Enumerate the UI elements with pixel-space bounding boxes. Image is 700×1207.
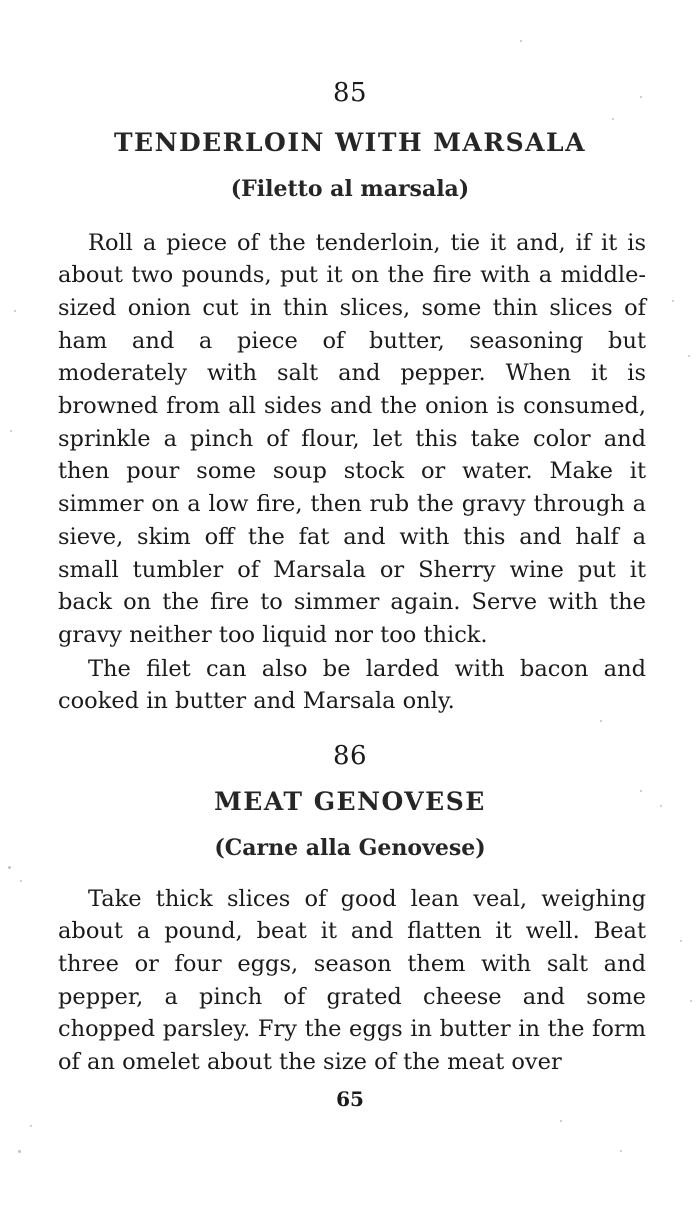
speck <box>640 96 642 98</box>
speck <box>8 866 11 869</box>
speck <box>30 1125 32 1127</box>
speck <box>20 880 22 882</box>
recipe-subtitle-filetto: (Filetto al marsala) <box>230 176 470 202</box>
speck <box>640 790 642 792</box>
speck <box>660 805 662 807</box>
recipe-85-paragraph-1: Roll a piece of the tenderloin, tie it and, if it is about two pounds, put it on the fire with a middle-sized onion cut in thin slices, some thin slices of ham and a piece of butter, seasoning but moderately with salt and pepper. When it is browned from all sides and the onion is consumed, sprinkle a pinch of flour, let this take color and then pour some soup stock or water. Make it simmer on a low fire, then rub the gravy through a sieve, skim off the fat and with this and half a small tumbler of Marsala or Sherry wine put it back on the fire to simmer again. Serve with the gravy neither too liquid nor too thick. <box>58 229 646 648</box>
recipe-86-paragraph-1: Take thick slices of good lean veal, weighing about a pound, beat it and flatten it well. Beat three or four eggs, season them with salt and pepper, a pinch of grated cheese and some chopped parsley. Fry the eggs in butter in the form of an omelet about the size of the meat over <box>58 885 646 1076</box>
recipe-subtitle-carne: (Carne alla Genovese) <box>214 835 486 861</box>
speck <box>680 940 682 942</box>
recipe-number-86: 86 <box>332 741 368 771</box>
recipe-number-85: 85 <box>332 78 368 108</box>
recipe-85-paragraph-2: The filet can also be larded with bacon and cooked in butter and Marsala only. <box>58 655 646 715</box>
page-number: 65 <box>336 1087 364 1111</box>
speck <box>520 40 522 42</box>
speck <box>10 430 12 432</box>
speck <box>672 300 674 302</box>
speck <box>18 1150 21 1153</box>
recipe-title-tenderloin: TENDERLOIN WITH MARSALA <box>113 128 587 157</box>
speck <box>690 1000 692 1002</box>
speck <box>600 720 602 722</box>
speck <box>612 118 614 120</box>
speck <box>560 1120 562 1122</box>
recipe-title-meat-genovese: MEAT GENOVESE <box>214 787 486 816</box>
speck <box>14 310 16 312</box>
speck <box>620 1150 622 1152</box>
speck <box>688 355 690 357</box>
